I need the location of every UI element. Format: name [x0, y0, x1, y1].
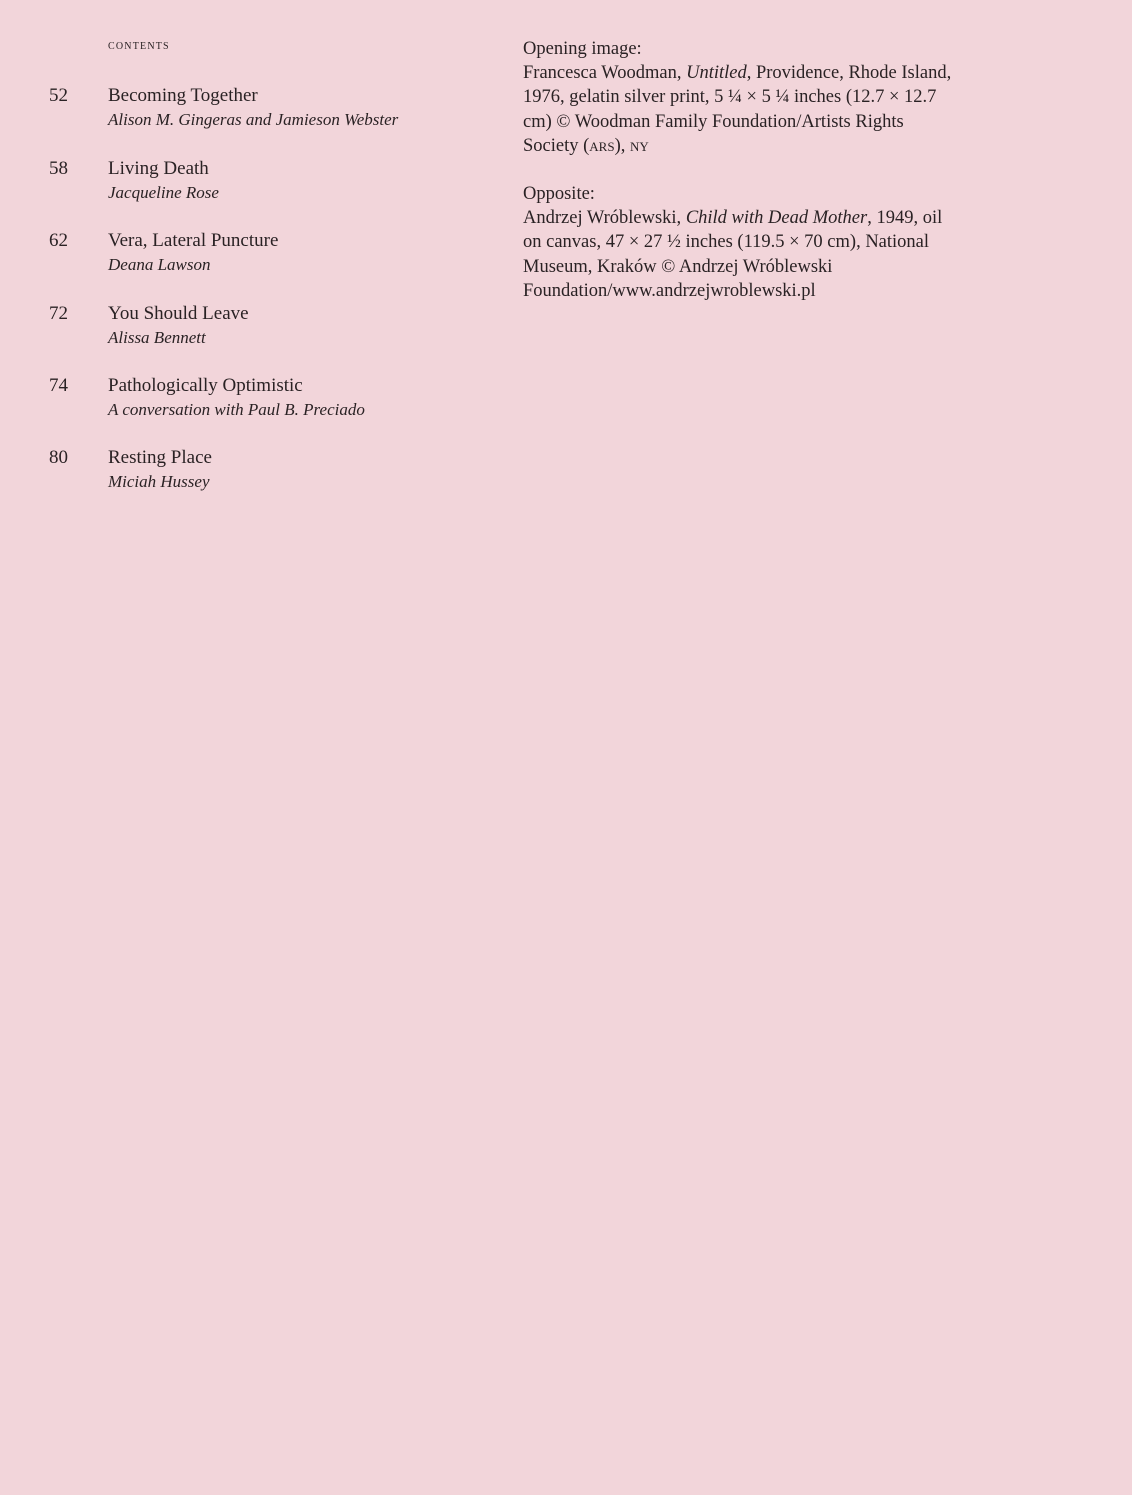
caption-abbreviation: ny — [630, 135, 649, 156]
toc-page-number: 74 — [49, 375, 68, 396]
toc-author: A conversation with Paul B. Preciado — [108, 400, 365, 419]
caption-details: , 1949, oil on canvas, 47 × 27 ½ inches (119.5 × 70 cm), National Museum, Kraków © Andrzej Wróblewski Foundation/www.andrzejwroblewski.pl — [523, 208, 943, 301]
toc-entry[interactable] — [0, 157, 500, 217]
toc-title: Pathologically Optimistic — [108, 375, 303, 396]
toc-author: Miciah Hussey — [108, 472, 210, 491]
caption-text — [523, 61, 963, 158]
caption-work-title: Untitled — [686, 63, 747, 84]
toc-page-number: 72 — [49, 303, 68, 324]
toc-entry[interactable] — [0, 374, 500, 434]
caption-label: Opening image: — [523, 39, 642, 59]
toc-page-number: 52 — [49, 85, 68, 106]
toc-author: Alison M. Gingeras and Jamieson Webster — [108, 110, 399, 129]
toc-entry[interactable] — [0, 302, 500, 362]
image-captions — [523, 37, 963, 327]
toc-page-number: 58 — [49, 158, 68, 179]
caption-artist: Andrzej Wróblewski, — [523, 208, 686, 229]
caption-abbreviation: ars — [589, 135, 615, 156]
contents-heading: contents — [108, 38, 170, 53]
caption-work-title: Child with Dead Mother — [685, 208, 868, 229]
toc-author: Deana Lawson — [108, 255, 211, 274]
toc-entry[interactable] — [0, 229, 500, 289]
opposite-image-caption — [523, 182, 963, 303]
toc-author: Jacqueline Rose — [108, 183, 219, 202]
caption-text — [523, 206, 963, 303]
toc-title: Living Death — [108, 158, 209, 179]
toc-page-number: 62 — [49, 230, 68, 251]
toc-title: You Should Leave — [108, 303, 249, 324]
toc-title: Vera, Lateral Puncture — [108, 230, 279, 251]
caption-artist: Francesca Woodman, — [523, 63, 687, 84]
toc-entry[interactable] — [0, 446, 500, 506]
toc-entry[interactable] — [0, 84, 500, 144]
toc-title: Becoming Together — [108, 85, 258, 106]
caption-label: Opposite: — [523, 184, 595, 205]
opening-image-caption — [523, 37, 963, 158]
toc-author: Alissa Bennett — [108, 328, 206, 347]
caption-details: , Providence, Rhode Island, 1976, gelatin silver print, 5 ¼ × 5 ¼ inches (12.7 × 12.7 cm) © Woodman Family Foundation/Artists Rights Society ( — [523, 63, 952, 156]
toc-page-number: 80 — [49, 447, 68, 468]
caption-details: ), — [614, 135, 630, 156]
toc-title: Resting Place — [108, 447, 212, 468]
